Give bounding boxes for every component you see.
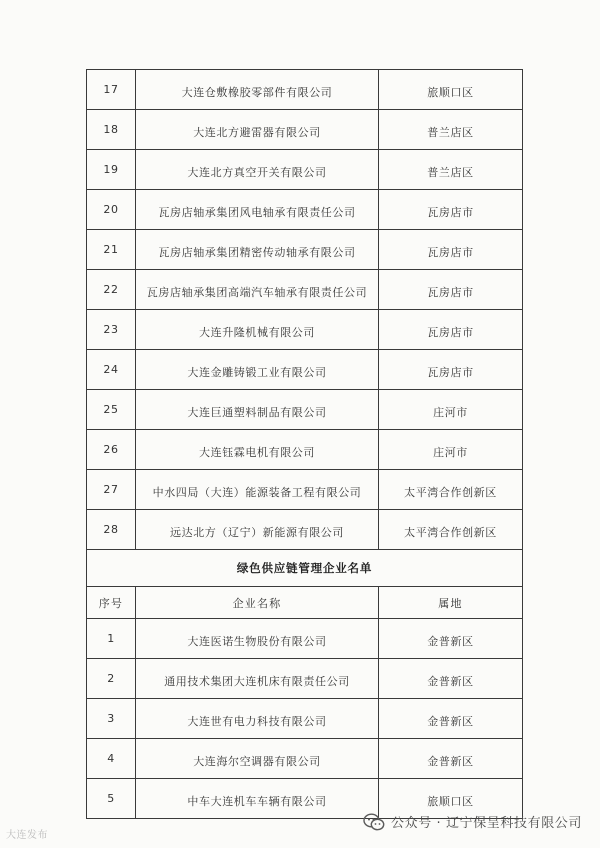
table-row bbox=[87, 739, 523, 779]
row-number: 25 bbox=[87, 390, 136, 430]
watermark-right bbox=[363, 812, 582, 831]
header-region: 属地 bbox=[379, 587, 523, 619]
row-number: 23 bbox=[87, 310, 136, 350]
table-row bbox=[87, 619, 523, 659]
row-number: 3 bbox=[87, 699, 136, 739]
table-row bbox=[87, 310, 523, 350]
row-number: 18 bbox=[87, 110, 136, 150]
company-name: 中车大连机车车辆有限公司 bbox=[136, 779, 379, 819]
region: 旅顺口区 bbox=[379, 70, 523, 110]
table-row bbox=[87, 470, 523, 510]
region: 普兰店区 bbox=[379, 110, 523, 150]
region: 瓦房店市 bbox=[379, 310, 523, 350]
region: 太平湾合作创新区 bbox=[379, 470, 523, 510]
region: 金普新区 bbox=[379, 659, 523, 699]
company-name: 大连海尔空调器有限公司 bbox=[136, 739, 379, 779]
row-number: 28 bbox=[87, 510, 136, 550]
company-name: 大连钰霖电机有限公司 bbox=[136, 430, 379, 470]
region: 普兰店区 bbox=[379, 150, 523, 190]
section-title-row bbox=[87, 550, 523, 587]
company-name: 远达北方（辽宁）新能源有限公司 bbox=[136, 510, 379, 550]
table-row bbox=[87, 430, 523, 470]
company-name: 大连北方避雷器有限公司 bbox=[136, 110, 379, 150]
company-name: 大连巨通塑料制品有限公司 bbox=[136, 390, 379, 430]
row-number: 22 bbox=[87, 270, 136, 310]
region: 瓦房店市 bbox=[379, 190, 523, 230]
region: 金普新区 bbox=[379, 699, 523, 739]
company-name: 大连金雕铸锻工业有限公司 bbox=[136, 350, 379, 390]
region: 金普新区 bbox=[379, 619, 523, 659]
section-title: 绿色供应链管理企业名单 bbox=[87, 550, 523, 587]
table-row bbox=[87, 230, 523, 270]
company-name: 大连升隆机械有限公司 bbox=[136, 310, 379, 350]
company-name: 通用技术集团大连机床有限责任公司 bbox=[136, 659, 379, 699]
table-row bbox=[87, 659, 523, 699]
region: 金普新区 bbox=[379, 739, 523, 779]
header-number: 序号 bbox=[87, 587, 136, 619]
watermark-account-text: 公众号 · 辽宁保呈科技有限公司 bbox=[391, 816, 582, 831]
table-row bbox=[87, 510, 523, 550]
table-row bbox=[87, 110, 523, 150]
region: 庄河市 bbox=[379, 390, 523, 430]
watermark-left: 大连发布 bbox=[6, 830, 48, 841]
row-number: 21 bbox=[87, 230, 136, 270]
table-row bbox=[87, 70, 523, 110]
company-name: 大连世有电力科技有限公司 bbox=[136, 699, 379, 739]
company-name: 大连北方真空开关有限公司 bbox=[136, 150, 379, 190]
region: 瓦房店市 bbox=[379, 230, 523, 270]
region: 旅顺口区 bbox=[379, 779, 523, 819]
row-number: 1 bbox=[87, 619, 136, 659]
table-row bbox=[87, 699, 523, 739]
row-number: 20 bbox=[87, 190, 136, 230]
company-name: 瓦房店轴承集团风电轴承有限责任公司 bbox=[136, 190, 379, 230]
company-name: 大连医诺生物股份有限公司 bbox=[136, 619, 379, 659]
company-name: 中水四局（大连）能源装备工程有限公司 bbox=[136, 470, 379, 510]
wechat-icon bbox=[363, 813, 385, 831]
row-number: 4 bbox=[87, 739, 136, 779]
row-number: 2 bbox=[87, 659, 136, 699]
row-number: 24 bbox=[87, 350, 136, 390]
table-row bbox=[87, 150, 523, 190]
region: 瓦房店市 bbox=[379, 270, 523, 310]
enterprise-table bbox=[86, 69, 523, 819]
row-number: 27 bbox=[87, 470, 136, 510]
table-row bbox=[87, 270, 523, 310]
region: 庄河市 bbox=[379, 430, 523, 470]
table-row bbox=[87, 190, 523, 230]
row-number: 5 bbox=[87, 779, 136, 819]
table-row bbox=[87, 350, 523, 390]
row-number: 19 bbox=[87, 150, 136, 190]
region: 太平湾合作创新区 bbox=[379, 510, 523, 550]
header-company-name: 企业名称 bbox=[136, 587, 379, 619]
region: 瓦房店市 bbox=[379, 350, 523, 390]
company-name: 大连仓敷橡胶零部件有限公司 bbox=[136, 70, 379, 110]
table-row bbox=[87, 390, 523, 430]
table-header-row bbox=[87, 587, 523, 619]
company-name: 瓦房店轴承集团高端汽车轴承有限责任公司 bbox=[136, 270, 379, 310]
row-number: 26 bbox=[87, 430, 136, 470]
company-name: 瓦房店轴承集团精密传动轴承有限公司 bbox=[136, 230, 379, 270]
row-number: 17 bbox=[87, 70, 136, 110]
